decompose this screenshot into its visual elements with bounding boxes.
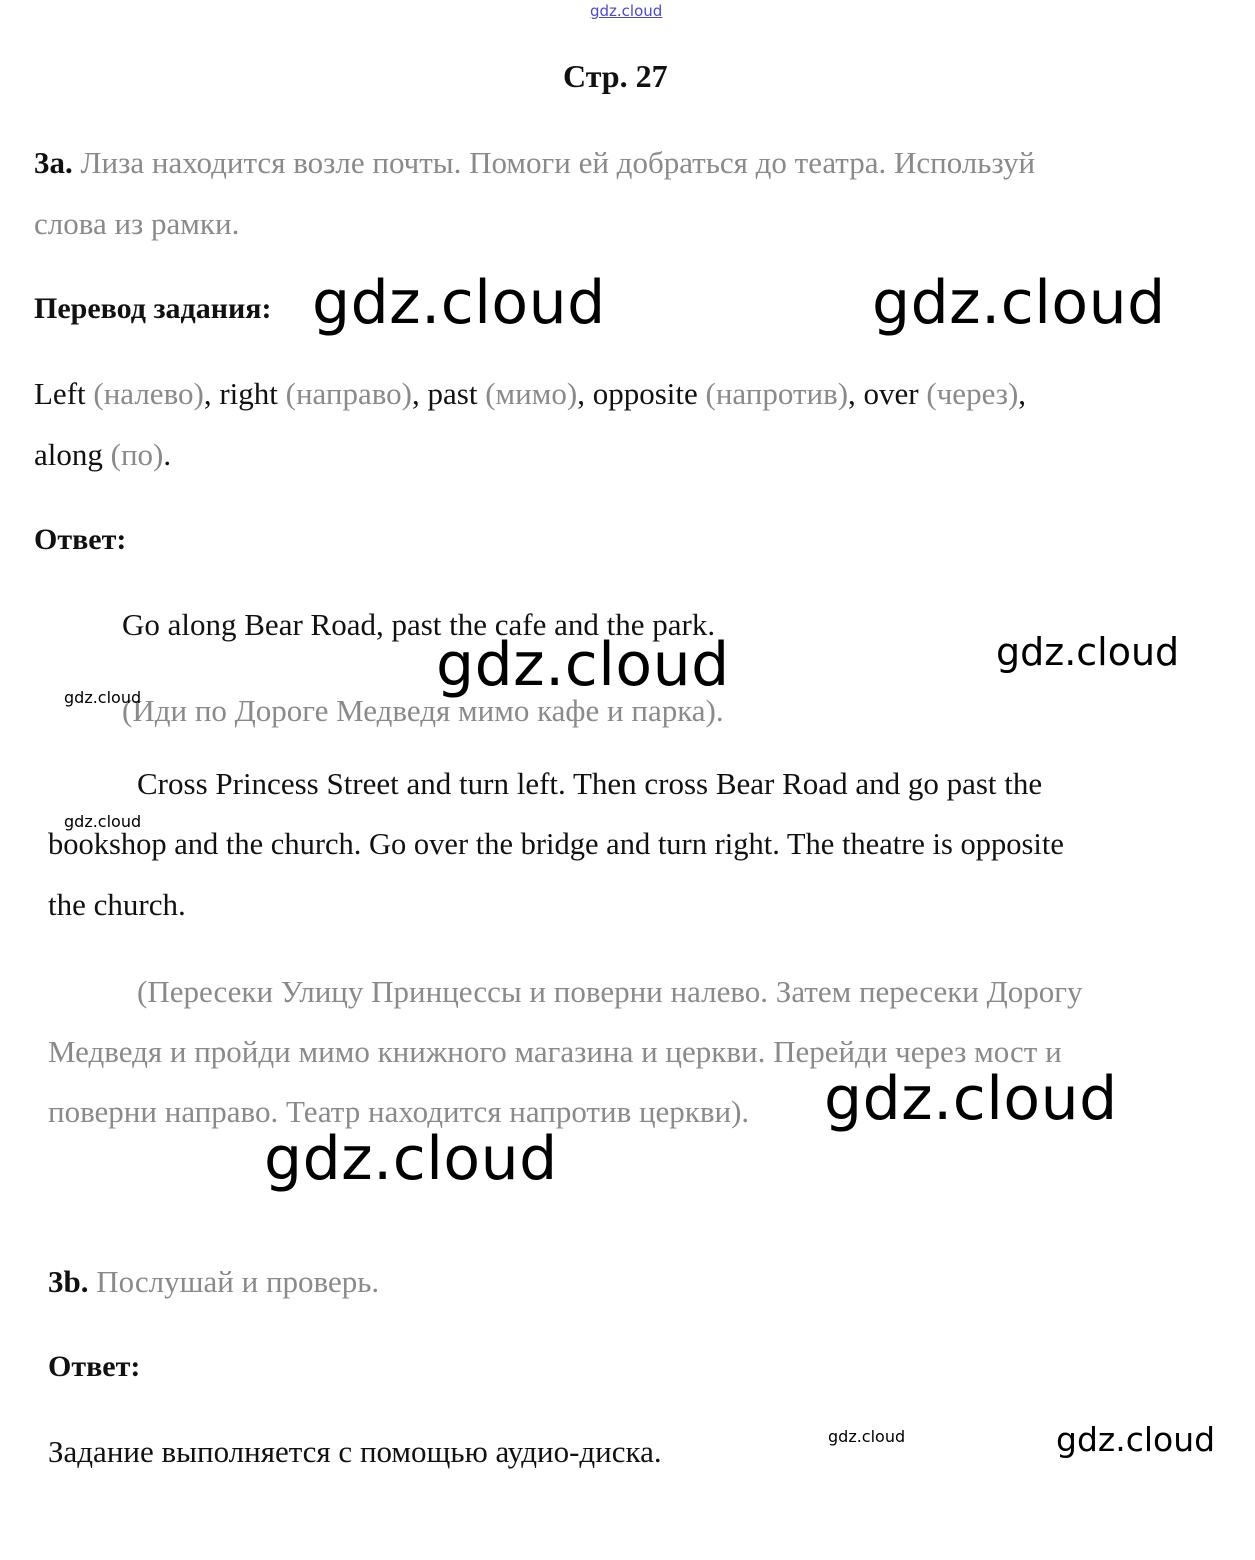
watermark: gdz.cloud	[828, 1427, 906, 1446]
word-sep: ,	[848, 376, 856, 411]
word-sep: ,	[1018, 376, 1027, 411]
task-3b-text: Послушай и проверь.	[96, 1264, 380, 1299]
task-3a-number: 3a.	[34, 145, 73, 180]
answer-p2-line2: bookshop and the church. Go over the bridge and turn right. The theatre is opposite	[48, 827, 1064, 861]
watermark: gdz.cloud	[64, 812, 142, 831]
watermark: gdz.cloud	[1056, 1420, 1216, 1459]
answer-p2-ru-line3: поверни направо. Театр находится напротив церкви).	[48, 1094, 750, 1129]
task-3b-number: 3b.	[48, 1264, 89, 1299]
word-over: over	[863, 376, 919, 411]
word-left: Left	[34, 376, 86, 411]
word-opposite-ru: (напротив)	[705, 376, 849, 411]
page-title: Стр. 27	[563, 58, 668, 94]
word-right: right	[219, 376, 278, 411]
answer-p2-line3: the church.	[48, 887, 186, 922]
word-over-ru: (через)	[926, 376, 1019, 411]
answer-p1-ru: (Иди по Дороге Медведя мимо кафе и парка).	[122, 693, 724, 728]
word-along: along	[34, 437, 103, 472]
word-list-line1	[34, 376, 1026, 412]
answer-label-3a: Ответ:	[34, 523, 127, 556]
word-right-ru: (направо)	[285, 376, 413, 411]
answer-3b: Задание выполняется с помощью аудио-диска.	[48, 1434, 662, 1469]
word-sep: ,	[412, 376, 420, 411]
word-along-ru: (по)	[110, 437, 164, 472]
watermark: gdz.cloud	[996, 630, 1180, 674]
task-3b-prompt	[48, 1264, 379, 1300]
answer-p2-ru-line1: (Пересеки Улицу Принцессы и поверни налево. Затем пересеки Дорогу	[137, 974, 1083, 1009]
word-sep: ,	[577, 376, 585, 411]
watermark: gdz.cloud	[872, 268, 1166, 338]
watermark: gdz.cloud	[436, 630, 730, 700]
word-list-line2	[34, 437, 171, 473]
answer-p2-ru-line2: Медведя и пройди мимо книжного магазина и церкви. Перейди через мост и	[48, 1034, 1062, 1069]
answer-p1: Go along Bear Road, past the cafe and the park.	[122, 607, 716, 642]
watermark: gdz.cloud	[312, 268, 606, 338]
word-left-ru: (налево)	[93, 376, 204, 411]
task-3a-prompt	[34, 145, 1035, 181]
word-past: past	[427, 376, 478, 411]
site-link[interactable]: gdz.cloud	[590, 2, 663, 20]
word-sep: .	[163, 437, 172, 472]
watermark: gdz.cloud	[64, 688, 142, 707]
watermark: gdz.cloud	[264, 1124, 558, 1194]
translation-label: Перевод задания:	[34, 292, 272, 325]
word-opposite: opposite	[592, 376, 698, 411]
word-sep: ,	[203, 376, 212, 411]
watermark: gdz.cloud	[824, 1064, 1118, 1134]
word-past-ru: (мимо)	[485, 376, 578, 411]
task-3a-text-line1: Лиза находится возле почты. Помоги ей добраться до театра. Используй	[80, 145, 1036, 180]
task-3a-text-line2: слова из рамки.	[34, 206, 240, 241]
answer-label-3b: Ответ:	[48, 1350, 141, 1383]
answer-p2-line1: Cross Princess Street and turn left. Then cross Bear Road and go past the	[137, 766, 1043, 801]
